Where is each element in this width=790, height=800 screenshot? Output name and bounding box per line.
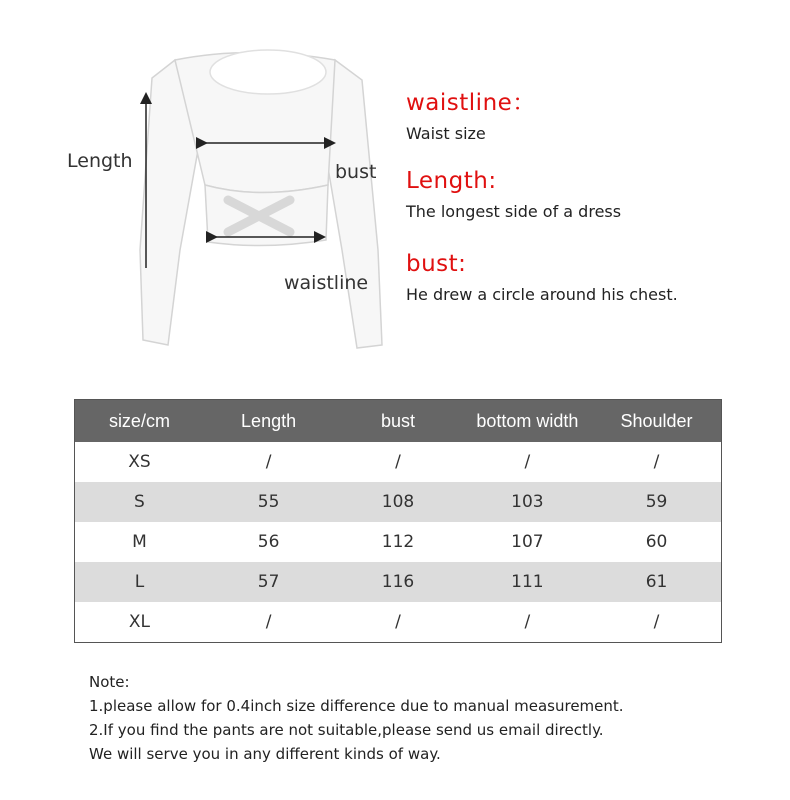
header-bust: bust: [333, 400, 462, 443]
table-cell: /: [204, 602, 333, 643]
table-cell: XL: [75, 602, 204, 643]
definition-length: [406, 166, 621, 224]
table-cell: 60: [592, 522, 721, 562]
table-cell: /: [333, 442, 462, 482]
header-size: size/cm: [75, 400, 204, 443]
table-row: [75, 562, 722, 602]
definition-desc: He drew a circle around his chest.: [406, 285, 678, 304]
table-cell: /: [333, 602, 462, 643]
note-title: Note:: [89, 673, 130, 691]
header-shoulder: Shoulder: [592, 400, 721, 443]
garment-outline: [140, 53, 382, 349]
table-cell: M: [75, 522, 204, 562]
bust-label: bust: [335, 161, 377, 183]
definition-desc: The longest side of a dress: [406, 202, 622, 221]
table-cell: 56: [204, 522, 333, 562]
crop-top-illustration: [0, 0, 400, 370]
table-row: [75, 602, 722, 643]
table-cell: /: [592, 602, 721, 643]
table-cell: 116: [333, 562, 462, 602]
table-cell: 111: [463, 562, 592, 602]
table-cell: 103: [463, 482, 592, 522]
definition-term: bust:: [406, 251, 467, 277]
definition-term: waistline：: [406, 90, 536, 116]
definition-desc: Waist size: [406, 124, 486, 143]
table-cell: 55: [204, 482, 333, 522]
table-header-row: [75, 400, 722, 443]
table-cell: /: [463, 602, 592, 643]
table-cell: /: [204, 442, 333, 482]
table-row: [75, 442, 722, 482]
table-cell: 59: [592, 482, 721, 522]
definition-waistline: [406, 88, 536, 146]
note-line: 1.please allow for 0.4inch size difference due to manual measurement.: [89, 697, 624, 715]
table-cell: /: [463, 442, 592, 482]
waistline-label: waistline: [284, 272, 369, 294]
note-line: 2.If you find the pants are not suitable,please send us email directly.: [89, 721, 604, 739]
table-cell: 108: [333, 482, 462, 522]
length-label: Length: [67, 150, 133, 172]
table-cell: XS: [75, 442, 204, 482]
table-row: [75, 482, 722, 522]
table-cell: 112: [333, 522, 462, 562]
note-section: [89, 670, 624, 766]
definition-term: Length:: [406, 168, 497, 194]
size-chart-table: [74, 399, 722, 643]
table-cell: 57: [204, 562, 333, 602]
definition-bust: [406, 249, 678, 307]
table-cell: L: [75, 562, 204, 602]
note-line: We will serve you in any different kinds of way.: [89, 745, 441, 763]
table-cell: S: [75, 482, 204, 522]
table-cell: 61: [592, 562, 721, 602]
table-cell: 107: [463, 522, 592, 562]
header-length: Length: [204, 400, 333, 443]
table-row: [75, 522, 722, 562]
header-bottom-width: bottom width: [463, 400, 592, 443]
table-cell: /: [592, 442, 721, 482]
neckline: [210, 50, 326, 94]
measurement-diagram: [0, 0, 400, 370]
